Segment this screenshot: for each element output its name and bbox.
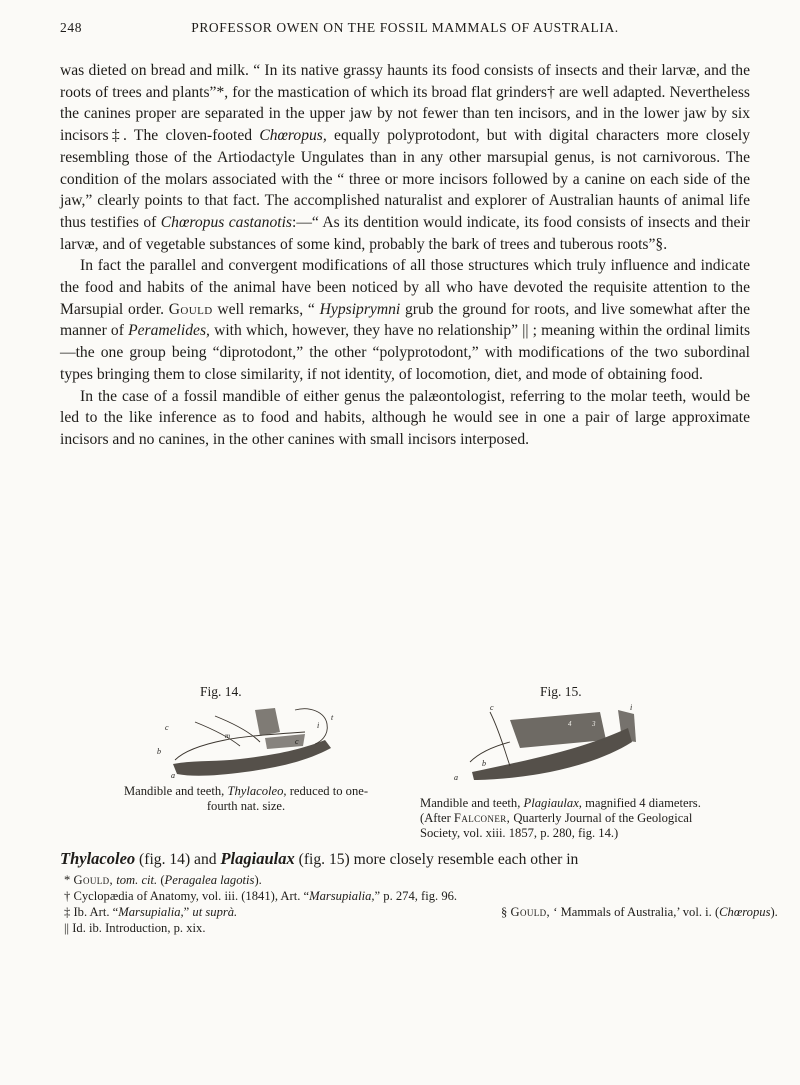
footnote-3-mark: ‡ bbox=[64, 905, 71, 919]
footnote-4-mark: § bbox=[501, 905, 508, 919]
footnote-5-text: Id. ib. Introduction, p. xix. bbox=[72, 921, 206, 935]
running-title: PROFESSOR OWEN ON THE FOSSIL MAMMALS OF AUSTRALIA. bbox=[191, 20, 619, 35]
fig15-letter-i: i bbox=[630, 703, 633, 712]
footnote-5-mark: || bbox=[64, 921, 70, 935]
p1-text-1: was dieted on bread and milk. “ In its native grassy haunts its food consists of insects and their larvæ, and the roots of trees and plants”*, for the mastication of which its broad flat grinders† are well adapted. Nevertheless the canines proper are separated in the upper jaw by not fewer than ten incisors, and in the lower jaw by six incisors‡. The cloven-footed bbox=[60, 62, 750, 145]
closing-genus-thylacoleo: Thylacoleo bbox=[60, 849, 136, 868]
p2-text-1: In fact the parallel and convergent modifications of all those structures which truly influence and indicate the food and habits of the animal have been noticed by all who have devoted the requisite attention to the Marsupial order. bbox=[60, 257, 750, 318]
closing-genus-plagiaulax: Plagiaulax bbox=[220, 849, 295, 868]
footnote-2 bbox=[64, 888, 754, 904]
p1-genus-choeropus: Chœropus, bbox=[259, 127, 327, 145]
closing-text-2: (fig. 15) more closely resemble each other in bbox=[294, 851, 579, 868]
fig14-mandible-illustration bbox=[155, 702, 340, 782]
fig14-caption-a: Mandible and teeth, bbox=[123, 784, 228, 798]
page-header bbox=[60, 20, 750, 44]
fig15-caption-c: Quarterly Journal of the Geological Society, vol. xiii. 1857, p. 280, fig. 14.) bbox=[420, 811, 693, 841]
fig15-letter-3: 3 bbox=[592, 720, 596, 728]
footnote-1-mark: * bbox=[64, 873, 71, 887]
paragraph-2 bbox=[60, 255, 750, 385]
footnote-1 bbox=[64, 872, 754, 888]
fig14-letter-b: b bbox=[157, 747, 161, 756]
p2-genus-perameles: Peramelides, bbox=[128, 322, 210, 340]
footnote-4-author: Gould, bbox=[510, 905, 551, 919]
fig14-caption-genus: Thylacoleo, bbox=[227, 784, 287, 798]
footnote-1-ref: tom. cit. bbox=[116, 873, 158, 887]
fig14-label: Fig. 14. bbox=[200, 684, 242, 699]
footnote-5 bbox=[64, 920, 754, 936]
footnote-2-mark: † bbox=[64, 889, 71, 903]
footnote-2-text: Cyclopædia of Anatomy, vol. iii. (1841), Art. “ bbox=[73, 889, 310, 903]
fig14-letter-i: i bbox=[317, 721, 320, 730]
p2-author-gould: Gould bbox=[168, 300, 213, 318]
fig15-caption-b: magnified 4 diameters. (After bbox=[420, 796, 701, 826]
footnote-1-end: ). bbox=[254, 873, 262, 887]
p3-text-1: In the case of a fossil mandible of either genus the palæontologist, referring to the molar teeth, would be led to the like inference as to food and habits, although he would see in one a pair of large approximate incisors and no canines, in the other canines with small incisors interposed. bbox=[60, 387, 750, 448]
footnote-1-species: Peragalea lagotis bbox=[164, 873, 255, 887]
p1-text-2: equally polyprotodont, but with digital characters more closely resembling those of the Artiodactyle Ungulates than in any other marsupial genus, is not carnivorous. The condition of the molars associated with the “ three or more incisors followed by a canine on each side of the jaw,” clearly points to that fact. The accomplished naturalist and explorer of Australian haunts of animal life thus testifies of bbox=[60, 127, 750, 231]
fig15-letter-c: c bbox=[490, 703, 494, 712]
footnotes bbox=[64, 872, 778, 936]
footnote-3-supra: ut suprà. bbox=[192, 905, 238, 919]
page-number: 248 bbox=[60, 20, 83, 35]
p1-text-3: :—“ As its dentition would indicate, its food consists of insects and their larvæ, and of vegetable substances of some kind, probably the bark of trees and tuberous roots”§. bbox=[60, 213, 750, 253]
fig14-letter-t: t bbox=[331, 713, 334, 722]
footnote-4 bbox=[501, 904, 778, 920]
footnote-3-text: Ib. Art. “ bbox=[73, 905, 119, 919]
footnote-4-genus: Chœropus bbox=[719, 905, 771, 919]
fig14-letter-a: a bbox=[171, 771, 175, 780]
footnote-2-end: ” p. 274, fig. 96. bbox=[374, 889, 458, 903]
p2-genus-hypsiprymni: Hypsiprymni bbox=[319, 300, 401, 318]
closing-text-1: (fig. 14) and bbox=[135, 851, 221, 868]
p1-species-choeropus-castanotis: Chœropus castanotis bbox=[160, 213, 292, 231]
p2-text-2: well remarks, “ bbox=[212, 300, 320, 318]
fig15-label: Fig. 15. bbox=[540, 684, 582, 699]
fig15-letter-a: a bbox=[454, 773, 458, 782]
fig15-caption-author: Falconer, bbox=[453, 811, 511, 826]
footnote-3-article: Marsupialia, bbox=[118, 905, 184, 919]
fig15-caption-genus: Plagiaulax, bbox=[523, 796, 582, 810]
fig15-letter-b: b bbox=[482, 759, 486, 768]
paragraph-1 bbox=[60, 60, 750, 255]
fig15-letter-4: 4 bbox=[568, 720, 572, 728]
fig14-letter-c: c bbox=[165, 723, 169, 732]
footnote-4-end: ). bbox=[770, 905, 778, 919]
fig14-letter-m: m bbox=[225, 732, 231, 740]
footnote-4-text: ‘ Mammals of Australia,’ vol. i. ( bbox=[550, 905, 720, 919]
fig15-mandible-illustration bbox=[450, 702, 640, 782]
footnote-3 bbox=[64, 904, 778, 920]
fig14-caption bbox=[123, 784, 369, 814]
p2-text-3: grub the ground for roots, and live somewhat after the manner of bbox=[60, 300, 750, 340]
fig14-letter-c2: c bbox=[295, 737, 299, 746]
footnote-2-article: Marsupialia, bbox=[309, 889, 375, 903]
footnote-1-author: Gould, bbox=[73, 873, 114, 887]
fig15-caption-a: Mandible and teeth, bbox=[420, 796, 524, 810]
fig14-caption-b: reduced to one-fourth nat. size. bbox=[206, 784, 369, 814]
fig15-caption bbox=[420, 796, 708, 842]
closing-line bbox=[60, 848, 750, 870]
body-text bbox=[60, 60, 750, 451]
footnote-3-mid: ” bbox=[183, 905, 193, 919]
footnote-1-paren: ( bbox=[157, 873, 165, 887]
p2-text-4: with which, however, they have no relationship” || ; meaning within the ordinal limits—the one group being “diprotodont,” the other “polyprotodont,” with modifications of the two subordinal types bringing them to close similarity, if not identity, of locomotion, diet, and mode of obtaining food. bbox=[60, 322, 751, 383]
paragraph-3 bbox=[60, 386, 750, 451]
